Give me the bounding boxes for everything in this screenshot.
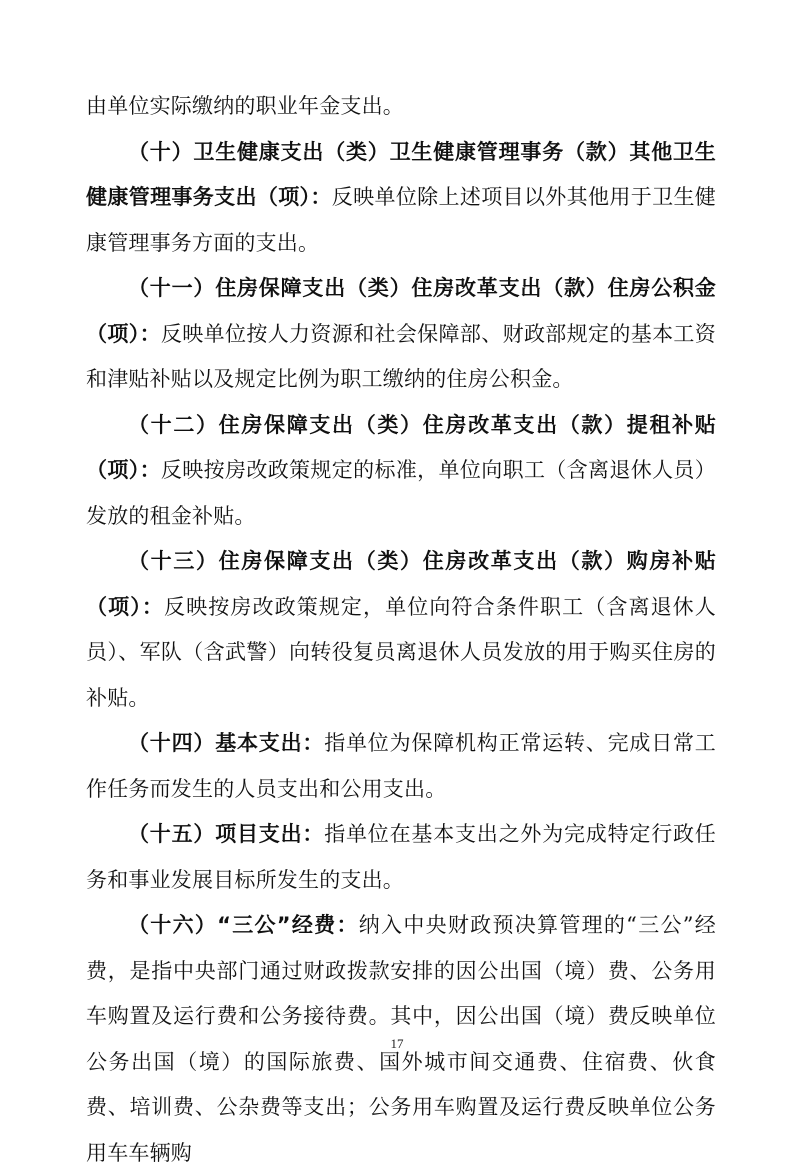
paragraph-heading: （十五）项目支出： [128, 822, 325, 846]
paragraph-body: 反映按房改政策规定，单位向符合条件职工（含离退休人员）、军队（含武警）向转役复员离退休人员发放的用于购买住房的补贴。 [86, 594, 716, 710]
paragraph-heading: （十四）基本支出： [128, 731, 325, 755]
paragraph-body: 纳入中央财政预决算管理的“三公”经费，是指中央部门通过财政拨款安排的因公出国（境）费、公务用车购置及运行费和公务接待费。其中，因公出国（境）费反映单位公务出国（境）的国际旅费、国外城市间交通费、住宿费、伙食费、培训费、公杂费等支出；公务用车购置及运行费反映单位公务用车车辆购 [86, 913, 716, 1165]
paragraph-heading: （十一）住房保障支出（类）住房改革支出（款）住房公积金（项）： [86, 276, 716, 346]
paragraph-5 [86, 539, 716, 721]
paragraph-body: 反映按房改政策规定的标准，单位向职工（含离退休人员）发放的租金补贴。 [86, 458, 716, 528]
paragraph-4 [86, 403, 716, 540]
paragraph-3 [86, 266, 716, 403]
paragraph-7 [86, 812, 716, 903]
paragraph-body: 指单位为保障机构正常运转、完成日常工作任务而发生的人员支出和公用支出。 [86, 731, 716, 801]
paragraph-body: 由单位实际缴纳的职业年金支出。 [86, 94, 404, 118]
paragraph-heading: （十二）住房保障支出（类）住房改革支出（款）提租补贴（项）： [86, 412, 716, 482]
document-body [86, 84, 716, 1176]
paragraph-body: 反映单位按人力资源和社会保障部、财政部规定的基本工资和津贴补贴以及规定比例为职工缴纳的住房公积金。 [86, 321, 716, 391]
paragraph-body: 指单位在基本支出之外为完成特定行政任务和事业发展目标所发生的支出。 [86, 822, 716, 892]
paragraph-heading: （十三）住房保障支出（类）住房改革支出（款）购房补贴（项）： [86, 549, 716, 619]
paragraph-heading: （十）卫生健康支出（类）卫生健康管理事务（款）其他卫生健康管理事务支出（项）： [86, 139, 716, 209]
page-number: 17 [390, 1036, 404, 1051]
paragraph-6 [86, 721, 716, 812]
paragraph-body: 反映单位除上述项目以外其他用于卫生健康管理事务方面的支出。 [86, 185, 716, 255]
paragraph-1 [86, 84, 716, 130]
paragraph-2 [86, 130, 716, 267]
paragraph-heading: （十六）“三公”经费： [128, 913, 359, 937]
